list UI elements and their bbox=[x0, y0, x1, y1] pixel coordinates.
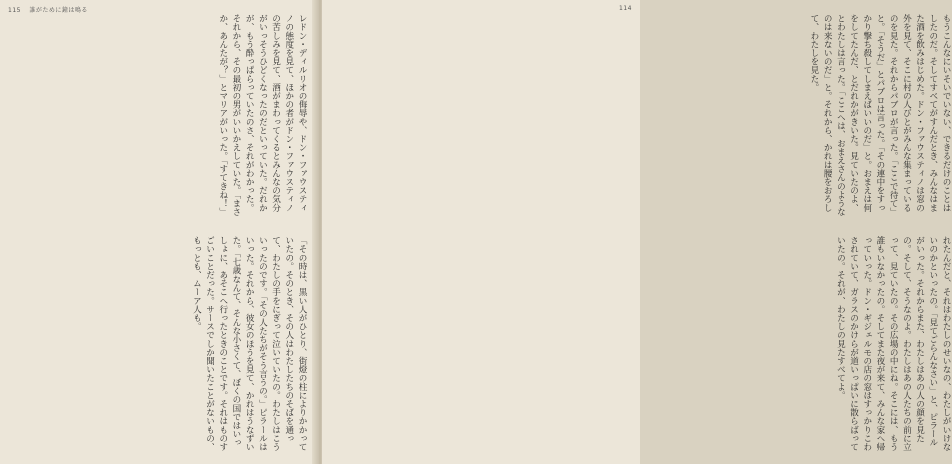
right-top-text-block bbox=[654, 14, 952, 220]
left-page bbox=[0, 0, 318, 464]
right-page-header bbox=[619, 5, 632, 12]
left-bottom-paragraph: 「その時は、黒い人がひとり、街燈の柱によりかかっていたの。そのとき、その人はわたしたちのそばを通って、わたしの手をにぎって泣いていたの。わたしはこういったのです。「その人たちがそう言うの。」ピラールはいった。それから、彼女のほうを見て、かれはうなずいた。「七歳なんて、そんな小さくて、ぼくの国ではいっしょに、あそこへ行ったときのことです。それはものすごいことだった。サースでしか聞いたことがないもの、もっとも、ムーア人も。 bbox=[191, 236, 307, 451]
left-bottom-text-block bbox=[10, 236, 308, 452]
left-page-number: 115 bbox=[8, 7, 21, 14]
right-top-paragraph: もうこんなにいそいでいない、できるだけのことはしたのだ。そしてすべてがすんだとき、みんなはまた酒を飲みはじめた。ドン・ファウスティノは窓の外を見て、そこに村の人びとがみんな集まっているのを見た。それからパブロが言った。「ここで待て」と。「そうだ」とパブロは言った。「その連中をすっかり撃ち殺してしまえばいいのだ」と。おまえは何をしてたんだ、とだれかがきいた。見ていたのよ、とわたしは言った。「ここへは、おまえさんのようなのは来ないのだ」と。それから、かれは腰をおろして、わたしを見た。 bbox=[808, 14, 951, 217]
right-bottom-text-block bbox=[654, 236, 952, 452]
right-bottom-paragraph: れたんだと、それはわたしのせいなの、わたしがいけないのかといったの。「見てごらんなさい」と、ピラールがいった。それからまた、わたしはあの人の顔を見たの。そして、そうなのよ。わたしはあの人たちの前に立って、見ていたの。その広場の中にね。そこには、もう誰もいなかったの。そしてまた夜が来て、みんな家へ帰っていった。ドン・ギジェルモの店の窓はすっかりこわされていて、ガラスのかけらが道いっぱいに散らばっていたの。それが、わたしの見たすべてよ。 bbox=[835, 236, 951, 451]
left-page-header bbox=[8, 5, 88, 14]
left-top-text-block bbox=[10, 14, 308, 220]
running-head: 誰がために鐘は鳴る bbox=[29, 7, 88, 14]
left-top-paragraph: レドン・ディルリオの侮辱や、ドン・ファウスティノの態度を見て、ほかの者がドン・ファウスティノの苦しみを見て、酒がまわってくるとみんなの気分がいっそうひどくなったのだといっていた。だれかが、もう酔っぱらっていたのさ、それがわかった。それから、その最初の男がいいかえしていた。「まさか、あんたが？」とマリアがいった。「すてきね！」 bbox=[217, 14, 307, 217]
right-page bbox=[322, 0, 951, 464]
right-page-number: 114 bbox=[619, 5, 632, 12]
